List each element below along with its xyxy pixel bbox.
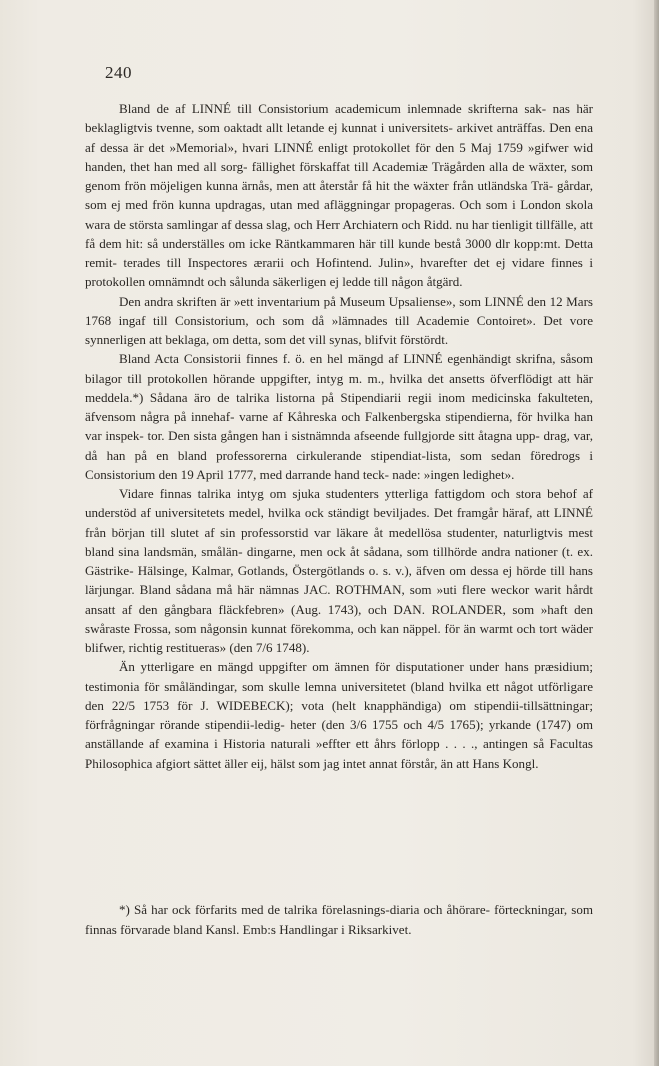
footnote: *) Så har ock förfarits med de talrika förelasnings-diaria och åhörare- förteckningar, som finnas förvarade bland Kansl. Emb:s Handlingar i Riksarkivet. — [85, 902, 593, 937]
paragraph-1: Bland de af LINNÉ till Consistorium academicum inlemnade skrifterna sak- nas här beklagligtvis tvenne, som oaktadt allt letande ej kunnat i universitets- arkivet anträffas. Den ena af dessa är det »Memorial», hvari LINNÉ enligt protokollet för den 5 Maj 1759 »gifwer wid handen, thet han med all sorg- fällighet förskaffat till Academiæ Trägården alla de wäxter, som genom frön möjeligen kunna ärnås, men att återstår få hit the wäxter från utländska Trä- gårdar, som ej med frön kunna updragas, utan med afläggningar propageras. Och som i London skola wara de största samlingar af dessa slag, och Herr Archiatern och Ridd. nu har tienligit tillfälle, att få dem hit: så underställes om icke Räntkammaren här till kunde bestå 3000 dlr kopp:mt. Detta remit- terades till Inspectores ærarii och Hofintend. Julin», hvarefter det ej vidare finnes i protokollen omnämndt och sålunda säkerligen ej ledde till någon åtgärd. — [85, 101, 594, 290]
paragraph-5: Än ytterligare en mängd uppgifter om ämnen för disputationer under hans præsidium; testimonia för småländingar, som skulle lemna universitetet (bland hvilka ett något utförligare den 22/5 1753 för J. WIDEBECK); vota (helt knapphändiga) om stipendii-tillsättningar; förfrågningar rörande stipendii-ledig- heter (den 3/6 1755 och 4/5 1765); yrkande (1747) om anställande af examina i Historia naturali »effter ett åhrs förlopp . . . ., antingen så Facultas Philosophica afgiort sättet äller eij, hälst som jag intet annat förstår, än att Hans Kongl. — [85, 659, 593, 771]
paragraph-2: Den andra skriften är »ett inventarium på Museum Upsaliense», som LINNÉ den 12 Mars 1768 ingaf till Consistorium, och som då »lämnades till Academie Contoiret». Det vore synnerligen att beklaga, om detta, som det vill synas, blifvit förstördt. — [85, 293, 593, 347]
paragraph-4: Vidare finnas talrika intyg om sjuka studenters ytterliga fattigdom och stora behof af understöd af universitetets medel, hvilka ock ständigt beviljades. Det framgår häraf, att LINNÉ från början till slutet af sin professorstid var läkare åt medellösa studenter, naturligtvis mest bland sina landsmän, smålän- dingarne, men ock åt sådana, som tillhörde andra nationer (t. ex. Gästrike- Hälsinge, Kalmar, Gotlands, Östergötlands o. s. v.), äfven om dessa ej hörde till hans lärjungar. Bland sådana må här nämnas JAC. ROTHMAN, som »uti flere weckor warit hårdt ansatt af den gångbara fläckfebren» (Aug. 1743), och DAN. ROLANDER, som »haft den swåraste Frossa, som någonsin kunnat förekomma, och kan näppel. för än warmt och tort wäder blifwer, richtig restitueras» (den 7/6 1748). — [85, 486, 594, 655]
page-number: 240 — [105, 63, 132, 82]
page-edge-shadow — [654, 0, 659, 1066]
paragraph-3: Bland Acta Consistorii finnes f. ö. en hel mängd af LINNÉ egenhändigt skrifna, såsom bilagor till protokollen hörande uppgifter, intyg m. m., hvilka det ansetts öfverflödigt att här meddela.*) Sådana äro de talrika listorna på Stipendiarii regii inom medicinska fakulteten, äfvensom några på innehaf- varne af Kåhreska och Falkenbergska stipendierna, för hvilka han var inspek- tor. Den sista gången han i sistnämnda afseende fullgjorde sitt åtagna upp- drag, var, då han på en bland professorerna cirkulerande stipendiat-lista, som sedan föredrogs i Consistorium den 19 April 1777, med darrande hand teck- nade: »ingen ledighet». — [85, 351, 594, 482]
body-text — [85, 99, 593, 773]
